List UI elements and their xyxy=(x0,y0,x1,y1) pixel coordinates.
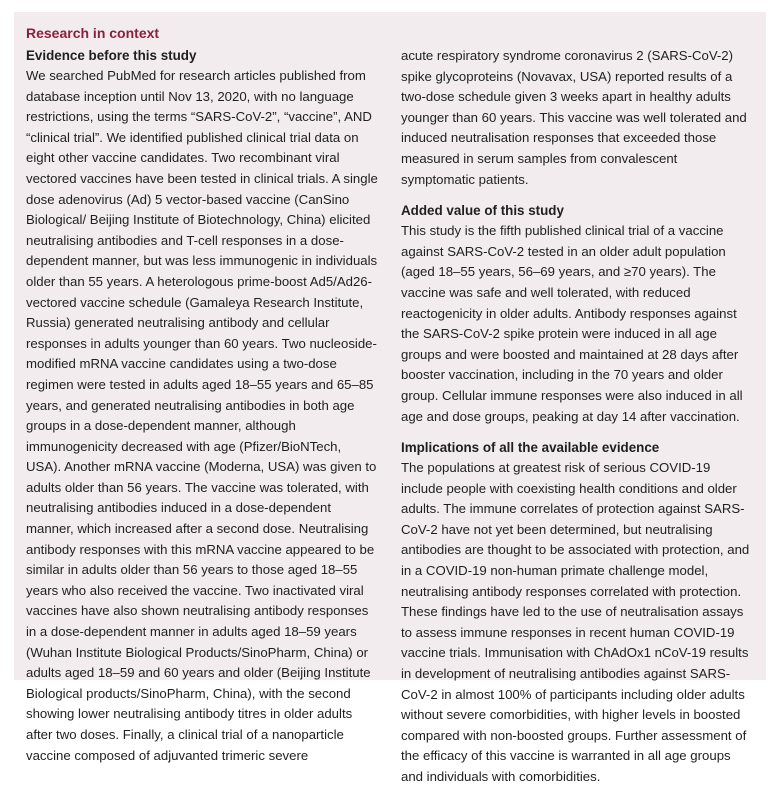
columns xyxy=(26,46,754,788)
added-value-heading: Added value of this study xyxy=(401,203,564,219)
evidence-before-text: We searched PubMed for research articles published from database inception until Nov 13, 2020, with no language restrictions, using the terms “SARS-CoV-2”, “vaccine”, AND “clinical trial”. We identified published clinical trial data on eight other vaccine candidates. Two recombinant viral vectored vaccines have been tested in clinical trials. A single dose adenovirus (Ad) 5 vector-based vaccine (CanSino Biological/ Beijing Institute of Biotechnology, China) elicited neutralising antibodies and T-cell responses in a dose-dependent manner, but was less immunogenic in individuals older than 55 years. A heterologous prime-boost Ad5/Ad26-vectored vaccine schedule (Gamaleya Research Institute, Russia) generated neutralising antibody and cellular responses in adults younger than 60 years. Two nucleoside-modified mRNA vaccine candidates using a two-dose regimen were tested in adults aged 18–55 years and 65–85 years, and generated neutralising antibodies in both age groups in a dose-dependent manner, although immunogenicity decreased with age (Pfizer/BioNTech, USA). Another mRNA vaccine (Moderna, USA) was given to adults older than 56 years. The vaccine was tolerated, with neutralising antibodies induced in a dose-dependent manner, which increased after a second dose. Neutralising antibody responses with this mRNA vaccine appeared to be similar in adults older than 56 years to those aged 18–55 years who also received the vaccine. Two inactivated viral vaccines have also shown neutralising antibody responses in a dose-dependent manner in adults aged 18–59 years (Wuhan Institute Biological Products/SinoPharm, China) or adults aged 18–59 and 60 years and older (Beijing Institute Biological products/SinoPharm, China), with the second showing lower neutralising antibody titres in older adults after two doses. Finally, a clinical trial of a nanoparticle vaccine composed of adjuvanted trimeric severe xyxy=(26,68,378,763)
right-column xyxy=(401,46,754,788)
added-value-text: This study is the fifth published clinical trial of a vaccine against SARS-CoV-2 tested in an older adult population (aged 18–55 years, 56–69 years, and ≥70 years). The vaccine was safe and well tolerated, with reduced reactogenicity in older adults. Antibody responses against the SARS-CoV-2 spike protein were induced in all age groups and were boosted and maintained at 28 days after booster vaccination, including in the 70 years and older group. Cellular immune responses were also induced in all age and dose groups, peaking at day 14 after vaccination. xyxy=(401,223,743,424)
evidence-before-continued-text: acute respiratory syndrome coronavirus 2 (SARS-CoV-2) spike glycoproteins (Novavax, USA) reported results of a two-dose schedule given 3 weeks apart in healthy adults younger than 60 years. This vaccine was well tolerated and induced neutralisation responses that exceeded those measured in serum samples from convalescent symptomatic patients. xyxy=(401,48,747,187)
left-column xyxy=(26,46,379,788)
implications-text: The populations at greatest risk of serious COVID-19 include people with coexisting health conditions and older adults. The immune correlates of protection against SARS-CoV-2 have not yet been determined, but neutralising antibodies are thought to be associated with protection, and in a COVID-19 non-human primate challenge model, neutralising antibody responses correlated with protection. These findings have led to the use of neutralisation assays to assess immune responses in recent human COVID-19 vaccine trials. Immunisation with ChAdOx1 nCoV-19 results in development of neutralising antibodies against SARS-CoV-2 in almost 100% of participants including older adults without severe comorbidities, with higher levels in boosted compared with non-boosted groups. Further assessment of the efficacy of this vaccine is warranted in all age groups and individuals with comorbidities. xyxy=(401,460,750,784)
box-title: Research in context xyxy=(26,25,160,41)
implications-heading: Implications of all the available evidence xyxy=(401,440,660,456)
evidence-before-heading: Evidence before this study xyxy=(26,48,197,63)
research-in-context-box xyxy=(14,12,766,784)
